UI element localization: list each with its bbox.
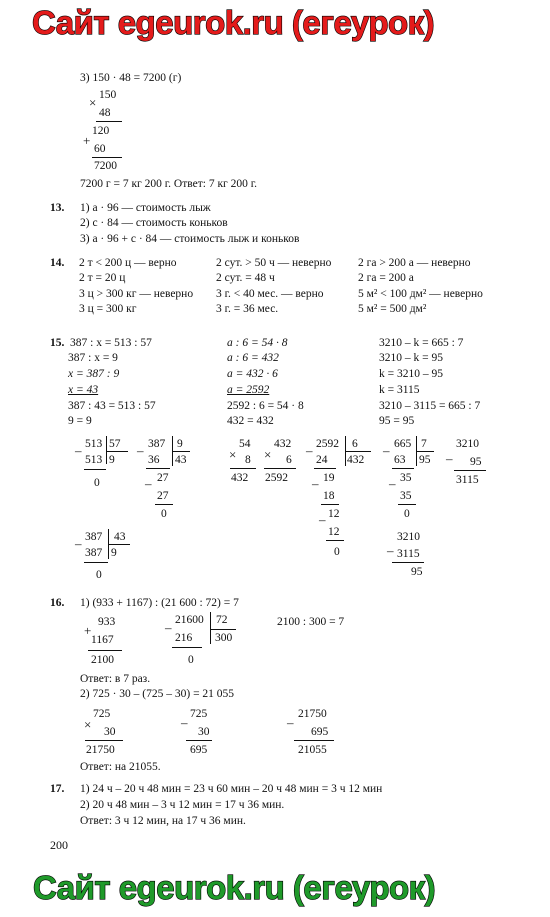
- t15-div5-1: 43: [114, 531, 126, 543]
- t15-b-5: 432 = 432: [227, 415, 274, 427]
- division-bar: [106, 436, 107, 464]
- t16-answer-1: Ответ: в 7 раз.: [80, 673, 151, 685]
- t15-div3-2: 24: [316, 454, 328, 466]
- site-banner-bottom: Сайт egeurok.ru (егеурок): [33, 869, 436, 906]
- t13-line-3: 3) a · 96 + c · 84 — стоимость лыж и коньков: [80, 233, 300, 245]
- t14-c1-1: 2 т = 20 ц: [79, 272, 126, 284]
- t12-answer: 7200 г = 7 кг 200 г. Ответ: 7 кг 200 г.: [80, 178, 258, 190]
- t15-a-5: 9 = 9: [68, 415, 92, 427]
- t15-div2-1: 9: [177, 438, 183, 450]
- t15-div2-0: 387: [148, 438, 166, 450]
- rule: [398, 504, 416, 505]
- t15-number: 15.: [50, 337, 65, 349]
- t15-sub2-1: 3115: [397, 548, 420, 560]
- division-bar: [210, 612, 211, 644]
- t12-col-3: 60: [94, 143, 106, 155]
- rule: [264, 468, 296, 469]
- t12-line: 3) 150 · 48 = 7200 (г): [80, 72, 182, 84]
- t15-div1-1: 57: [109, 438, 121, 450]
- t14-number: 14.: [50, 257, 65, 269]
- rule: [146, 468, 170, 469]
- t17-answer: Ответ: 3 ч 12 мин, на 17 ч 36 мин.: [80, 815, 246, 827]
- t14-c1-2: 3 ц > 300 кг — неверно: [79, 288, 194, 300]
- rule: [84, 469, 106, 470]
- t12-col-2: 120: [92, 125, 110, 137]
- t16-div-4: 0: [188, 654, 194, 666]
- t15-b-2: a = 432 · 6: [227, 368, 278, 380]
- t15-b-3: a = 2592: [227, 384, 270, 396]
- site-banner-top: Сайт egeurok.ru (егеурок): [32, 4, 435, 41]
- t15-sub1-2: 3115: [456, 474, 479, 486]
- minus-sign: –: [181, 715, 188, 730]
- rule: [88, 650, 122, 651]
- multiply-sign: ×: [264, 447, 272, 462]
- t16-add-1: 1167: [91, 634, 114, 646]
- multiply-sign: ×: [229, 447, 237, 462]
- t14-c2-0: 2 сут. > 50 ч — неверно: [216, 257, 332, 269]
- rule: [321, 504, 339, 505]
- t12-col-4: 7200: [94, 160, 117, 172]
- t16-sub2-2: 21055: [298, 744, 327, 756]
- t16-result: 2100 : 300 = 7: [277, 616, 345, 628]
- minus-sign: –: [387, 543, 394, 558]
- t16-answer-2: Ответ: на 21055.: [80, 761, 161, 773]
- t15-c-1: 3210 – k = 95: [379, 352, 443, 364]
- t15-mul1-1: 8: [245, 454, 251, 466]
- t13-number: 13.: [50, 202, 65, 214]
- t14-c2-1: 2 сут. = 48 ч: [216, 272, 275, 284]
- t15-div2-2: 36: [148, 454, 160, 466]
- t14-c2-2: 3 г. < 40 мес. — верно: [216, 288, 324, 300]
- t16-sub2-1: 695: [311, 726, 329, 738]
- rule: [345, 451, 371, 452]
- multiply-sign: ×: [84, 717, 92, 732]
- t16-line-2: 2) 725 · 30 – (725 – 30) = 21 055: [80, 688, 235, 700]
- minus-sign: –: [306, 443, 313, 458]
- t15-div4-2: 63: [394, 454, 406, 466]
- t15-div2-3: 43: [175, 454, 187, 466]
- t16-mul-1: 30: [104, 726, 116, 738]
- t15-c-2: k = 3210 – 95: [379, 368, 443, 380]
- t15-mul2-1: 6: [286, 454, 292, 466]
- t16-sub1-1: 30: [198, 726, 210, 738]
- t15-div4-1: 7: [421, 438, 427, 450]
- t15-div4-4: 35: [400, 472, 412, 484]
- t12-col-1: 48: [99, 107, 111, 119]
- t13-line-1: 1) a · 96 — стоимость лыж: [80, 202, 211, 214]
- t15-a-2: x = 387 : 9: [68, 368, 120, 380]
- t14-c2-3: 3 г. = 36 мес.: [216, 303, 279, 315]
- t15-a-0: 387 : x = 513 : 57: [70, 337, 152, 349]
- t16-div-2: 216: [175, 632, 193, 644]
- multiply-sign: ×: [89, 95, 97, 110]
- rule: [172, 451, 190, 452]
- t16-mul-2: 21750: [86, 744, 115, 756]
- t15-div5-3: 9: [111, 547, 117, 559]
- t16-div-3: 300: [215, 632, 233, 644]
- t16-sub2-0: 21750: [298, 708, 327, 720]
- rule: [172, 647, 202, 648]
- t15-c-4: 3210 – 3115 = 665 : 7: [379, 400, 481, 412]
- t15-div3-6: 12: [328, 508, 340, 520]
- t15-mul1-0: 54: [239, 438, 251, 450]
- t15-c-0: 3210 – k = 665 : 7: [379, 337, 464, 349]
- t15-mul2-2: 2592: [265, 472, 288, 484]
- t15-div4-0: 665: [394, 438, 412, 450]
- minus-sign: –: [165, 620, 172, 635]
- t16-sub1-2: 695: [190, 744, 208, 756]
- t15-div3-4: 19: [323, 472, 335, 484]
- rule: [416, 451, 434, 452]
- t15-div2-5: 27: [157, 490, 169, 502]
- t15-b-0: a : 6 = 54 · 8: [227, 337, 288, 349]
- rule: [85, 740, 123, 741]
- t15-sub1-1: 95: [470, 456, 482, 468]
- t15-div3-3: 432: [347, 454, 365, 466]
- t16-mul-0: 725: [93, 708, 111, 720]
- rule: [294, 740, 334, 741]
- t15-b-1: a : 6 = 432: [227, 352, 279, 364]
- t15-a-3: x = 43: [68, 384, 99, 396]
- t17-line-1: 1) 24 ч – 20 ч 48 мин = 23 ч 60 мин – 20 ч 48 мин = 3 ч 12 мин: [80, 783, 383, 795]
- rule: [210, 629, 236, 630]
- minus-sign: –: [312, 476, 319, 491]
- t15-c-5: 95 = 95: [379, 415, 415, 427]
- t14-c3-3: 5 м² = 500 дм²: [358, 303, 427, 315]
- t15-sub1-0: 3210: [456, 438, 479, 450]
- t14-c3-2: 5 м² < 100 дм² — неверно: [358, 288, 483, 300]
- t15-div4-3: 95: [419, 454, 431, 466]
- rule: [392, 562, 424, 563]
- page-number: 200: [50, 838, 68, 852]
- t15-div5-2: 387: [85, 547, 103, 559]
- t16-number: 16.: [50, 597, 65, 609]
- t15-b-4: 2592 : 6 = 54 · 8: [227, 400, 304, 412]
- t16-add-0: 933: [98, 616, 116, 628]
- t15-div2-4: 27: [157, 472, 169, 484]
- t15-div1-3: 9: [109, 454, 115, 466]
- t15-c-3: k = 3115: [379, 384, 420, 396]
- minus-sign: –: [75, 443, 82, 458]
- rule: [186, 740, 212, 741]
- rule: [454, 470, 486, 471]
- rule: [326, 540, 344, 541]
- rule: [392, 468, 414, 469]
- t16-div-1: 72: [216, 614, 228, 626]
- t15-sub2-2: 95: [411, 566, 423, 578]
- t15-div3-0: 2592: [316, 438, 339, 450]
- t15-div4-5: 35: [400, 490, 412, 502]
- plus-sign: +: [84, 623, 92, 638]
- t14-c3-1: 2 га = 200 а: [358, 272, 414, 284]
- rule: [230, 468, 256, 469]
- t15-sub2-0: 3210: [397, 531, 420, 543]
- t16-div-0: 21600: [175, 614, 204, 626]
- t15-mul1-2: 432: [231, 472, 249, 484]
- t15-a-1: 387 : x = 9: [68, 352, 118, 364]
- t15-div1-2: 513: [85, 454, 103, 466]
- t16-line-1: 1) (933 + 1167) : (21 600 : 72) = 7: [80, 597, 239, 609]
- minus-sign: –: [137, 443, 144, 458]
- minus-sign: –: [446, 451, 453, 466]
- minus-sign: –: [287, 715, 294, 730]
- t15-div5-4: 0: [96, 569, 102, 581]
- t14-c1-3: 3 ц = 300 кг: [79, 303, 137, 315]
- t15-div3-7: 12: [328, 526, 340, 538]
- rule: [155, 504, 173, 505]
- minus-sign: –: [145, 476, 152, 491]
- minus-sign: –: [389, 476, 396, 491]
- t16-add-2: 2100: [91, 654, 114, 666]
- rule: [106, 451, 128, 452]
- t17-number: 17.: [50, 783, 65, 795]
- t15-div5-0: 387: [85, 531, 103, 543]
- t14-c1-0: 2 т < 200 ц — верно: [79, 257, 177, 269]
- t15-div3-5: 18: [323, 490, 335, 502]
- minus-sign: –: [319, 512, 326, 527]
- minus-sign: –: [75, 536, 82, 551]
- rule: [92, 157, 122, 158]
- rule: [96, 121, 122, 122]
- t14-c3-0: 2 га > 200 а — неверно: [358, 257, 471, 269]
- t15-div2-6: 0: [161, 508, 167, 520]
- t12-col-0: 150: [99, 89, 117, 101]
- t13-line-2: 2) c · 84 — стоимость коньков: [80, 217, 228, 229]
- t15-div4-6: 0: [404, 508, 410, 520]
- rule: [108, 544, 130, 545]
- minus-sign: –: [383, 443, 390, 458]
- t15-div1-4: 0: [94, 477, 100, 489]
- t15-div3-8: 0: [334, 546, 340, 558]
- t17-line-2: 2) 20 ч 48 мин – 3 ч 12 мин = 17 ч 36 мин.: [80, 799, 285, 811]
- t15-div1-0: 513: [85, 438, 103, 450]
- plus-sign: +: [83, 133, 91, 148]
- rule: [314, 468, 336, 469]
- t15-mul2-0: 432: [274, 438, 292, 450]
- t15-div3-1: 6: [352, 438, 358, 450]
- rule: [84, 562, 108, 563]
- t16-sub1-0: 725: [190, 708, 208, 720]
- t15-a-4: 387 : 43 = 513 : 57: [68, 400, 156, 412]
